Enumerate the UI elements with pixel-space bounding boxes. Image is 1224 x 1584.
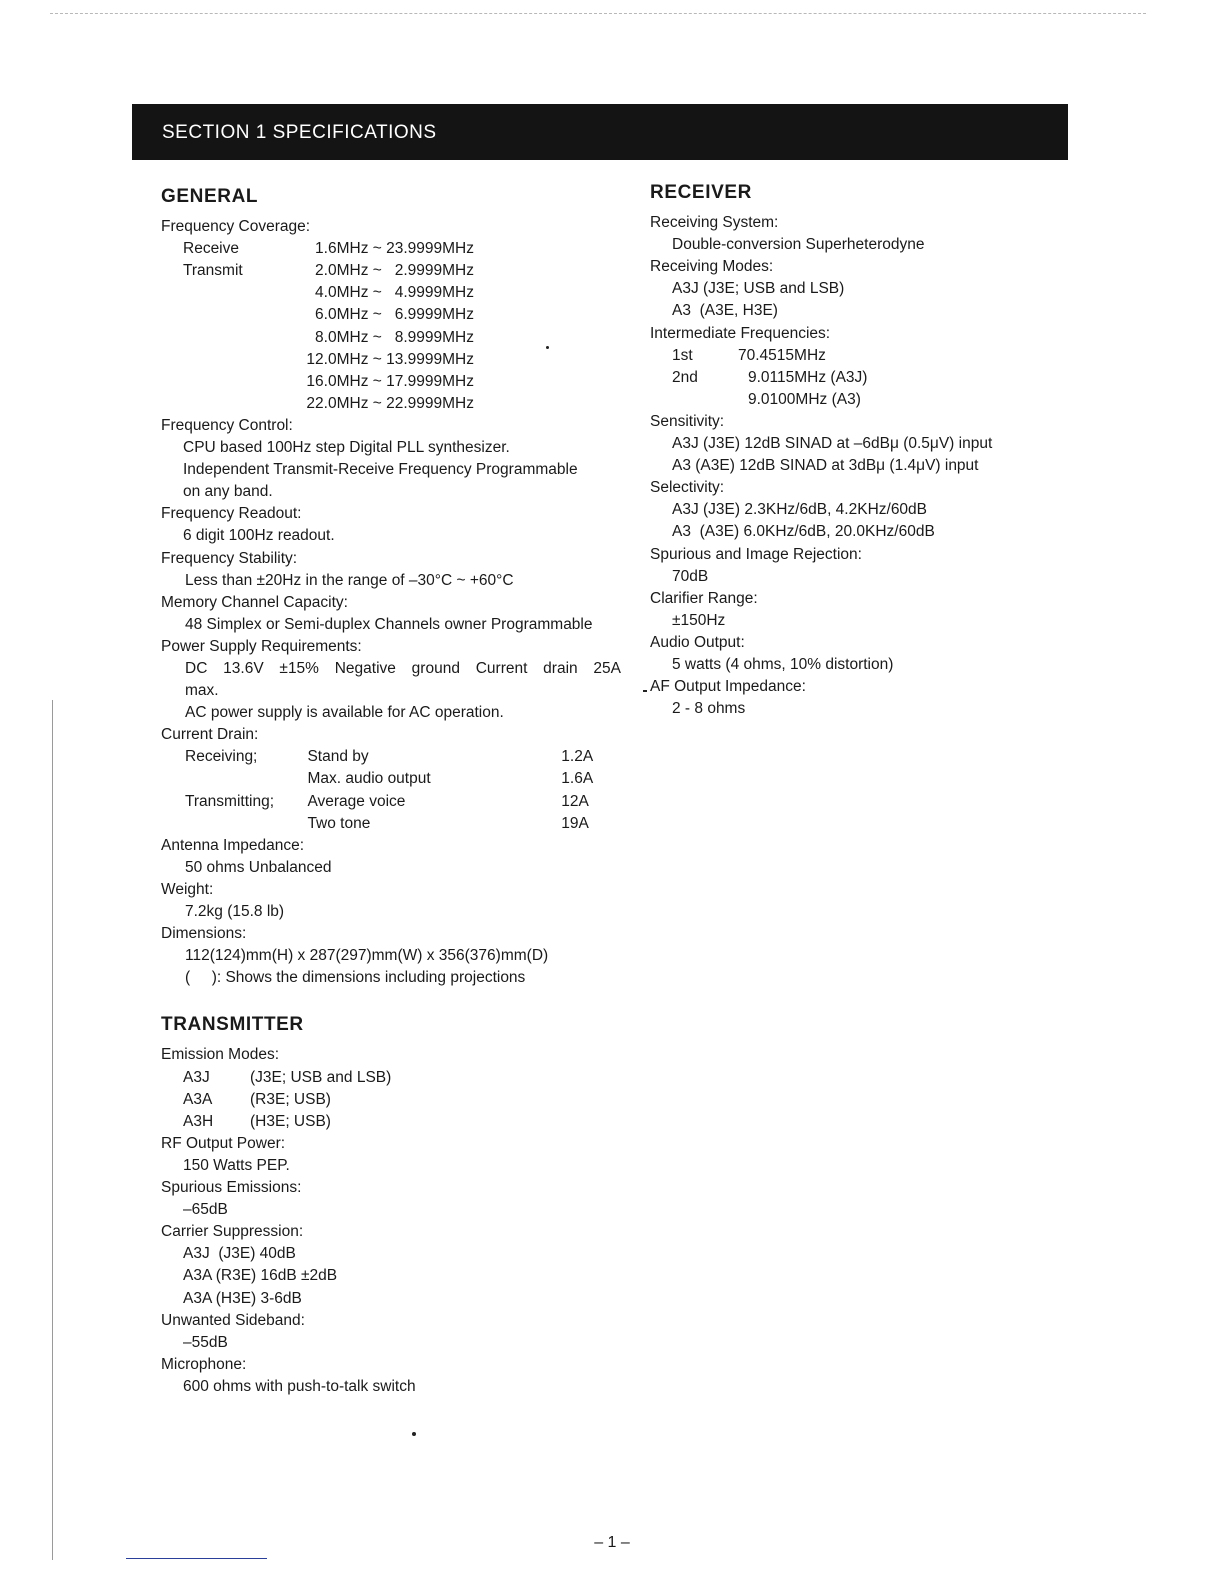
transmit-range: 6.0MHz ~ 6.9999MHz (315, 306, 474, 324)
footer-rule (126, 1558, 267, 1559)
transmitter-heading: TRANSMITTER (161, 1014, 304, 1036)
emission-row (161, 1089, 621, 1111)
transmit-range: 2.0MHz ~ 2.9999MHz (315, 262, 474, 280)
weight-label: Weight: (161, 880, 214, 898)
transmit-range: 12.0MHz ~ 13.9999MHz (306, 350, 474, 368)
cd-mode (185, 768, 307, 790)
cd-value: 19A (561, 814, 589, 832)
receive-row (161, 238, 621, 260)
current-drain-label: Current Drain: (161, 726, 259, 744)
scan-speck (643, 690, 647, 692)
audio-value: 5 watts (4 ohms, 10% distortion) (672, 655, 894, 673)
transmit-row (161, 282, 621, 304)
scan-speck (412, 1432, 416, 1436)
carrier-value: A3A (H3E) 3-6dB (183, 1289, 302, 1307)
memory-label: Memory Channel Capacity: (161, 593, 348, 611)
current-drain-row (161, 768, 621, 790)
spurious-image-label: Spurious and Image Rejection: (650, 545, 862, 563)
if-value: 9.0115MHz (A3J) (748, 368, 868, 386)
if-label: Intermediate Frequencies: (650, 324, 831, 342)
microphone-value: 600 ohms with push-to-talk switch (183, 1377, 416, 1395)
freq-coverage-label: Frequency Coverage: (161, 218, 311, 236)
if-value: 9.0100MHz (A3) (748, 390, 861, 408)
emission-code: A3J (183, 1068, 210, 1086)
audio-label: Audio Output: (650, 633, 745, 651)
selectivity-value: A3J (J3E) 2.3KHz/6dB, 4.2KHz/60dB (672, 501, 928, 519)
freq-control-line: on any band. (183, 483, 273, 501)
cd-condition: Two tone (307, 814, 371, 832)
cd-mode: Receiving; (185, 748, 258, 766)
if-row (650, 367, 1050, 389)
freq-control-label: Frequency Control: (161, 416, 293, 434)
transmitter-section (161, 1014, 621, 1398)
rx-mode-value: A3 (A3E, H3E) (672, 302, 778, 320)
if-key: 2nd (672, 368, 698, 386)
rx-mode-value: A3J (J3E; USB and LSB) (672, 280, 845, 298)
transmit-row (161, 349, 621, 371)
emission-code: A3H (183, 1112, 214, 1130)
transmit-label: Transmit (183, 262, 243, 280)
rf-output-label: RF Output Power: (161, 1134, 286, 1152)
receiver-heading: RECEIVER (650, 182, 752, 203)
unwanted-label: Unwanted Sideband: (161, 1311, 305, 1329)
current-drain-row (161, 813, 621, 835)
transmit-row (161, 304, 621, 326)
rx-modes-label: Receiving Modes: (650, 258, 774, 276)
dimensions-note: ( ): Shows the dimensions including projections (185, 969, 526, 987)
emission-row (161, 1067, 621, 1089)
current-drain-row (161, 746, 621, 768)
transmit-row (161, 393, 621, 415)
rf-output-value: 150 Watts PEP. (183, 1156, 290, 1174)
emission-desc: (J3E; USB and LSB) (250, 1068, 392, 1086)
power-line: AC power supply is available for AC operation. (185, 704, 504, 722)
transmit-range: 22.0MHz ~ 22.9999MHz (306, 394, 474, 412)
left-column (161, 186, 621, 1398)
freq-control-line: Independent Transmit-Receive Frequency Programmable (183, 461, 578, 479)
cd-condition: Max. audio output (307, 770, 431, 788)
dimensions-value: 112(124)mm(H) x 287(297)mm(W) x 356(376)mm(D) (185, 947, 549, 965)
emission-code: A3A (183, 1090, 213, 1108)
antenna-label: Antenna Impedance: (161, 836, 305, 854)
sensitivity-label: Sensitivity: (650, 412, 725, 430)
power-line: max. (185, 682, 219, 700)
spurious-image-value: 70dB (672, 567, 709, 585)
af-imp-label: AF Output Impedance: (650, 678, 806, 696)
transmit-range: 16.0MHz ~ 17.9999MHz (306, 372, 474, 390)
clarifier-value: ±150Hz (672, 611, 726, 629)
memory-value: 48 Simplex or Semi-duplex Channels owner Programmable (185, 615, 593, 633)
right-column (650, 182, 1050, 720)
af-imp-value: 2 - 8 ohms (672, 700, 746, 718)
spurious-label: Spurious Emissions: (161, 1179, 302, 1197)
power-line: DC 13.6V ±15% Negative ground Current drain 25A (185, 659, 621, 677)
current-drain-row (161, 791, 621, 813)
scan-speck (546, 346, 549, 349)
transmit-range: 4.0MHz ~ 4.9999MHz (315, 284, 474, 302)
freq-control-line: CPU based 100Hz step Digital PLL synthesizer. (183, 439, 510, 457)
cd-value: 1.6A (561, 770, 594, 788)
cd-mode (185, 813, 307, 835)
cd-mode: Transmitting; (185, 792, 275, 810)
selectivity-value: A3 (A3E) 6.0KHz/6dB, 20.0KHz/60dB (672, 523, 935, 541)
rx-system-value: Double-conversion Superheterodyne (672, 236, 925, 254)
page-number: – 1 – (594, 1534, 630, 1551)
receive-range: 1.6MHz ~ 23.9999MHz (315, 240, 474, 258)
emission-desc: (R3E; USB) (250, 1090, 331, 1108)
sensitivity-value: A3J (J3E) 12dB SINAD at –6dBμ (0.5μV) input (672, 435, 993, 453)
if-row (650, 345, 1050, 367)
emission-row (161, 1111, 621, 1133)
cd-value: 12A (561, 792, 589, 810)
emission-desc: (H3E; USB) (250, 1112, 331, 1130)
if-row (650, 389, 1050, 411)
dimensions-label: Dimensions: (161, 925, 247, 943)
freq-stability-label: Frequency Stability: (161, 549, 298, 567)
power-label: Power Supply Requirements: (161, 637, 362, 655)
transmit-row (161, 260, 621, 282)
if-key: 1st (672, 346, 693, 364)
transmit-range: 8.0MHz ~ 8.9999MHz (315, 328, 474, 346)
cd-condition: Stand by (307, 748, 369, 766)
carrier-value: A3A (R3E) 16dB ±2dB (183, 1267, 338, 1285)
microphone-label: Microphone: (161, 1355, 247, 1373)
freq-readout-value: 6 digit 100Hz readout. (183, 527, 335, 545)
freq-readout-label: Frequency Readout: (161, 505, 302, 523)
spurious-value: –65dB (183, 1201, 228, 1219)
if-key (672, 389, 748, 411)
receive-label: Receive (183, 240, 239, 258)
section-banner: SECTION 1 SPECIFICATIONS (132, 104, 1068, 160)
general-heading: GENERAL (161, 186, 259, 207)
freq-stability-value: Less than ±20Hz in the range of –30°C ~ +60°C (185, 571, 514, 589)
rx-system-label: Receiving System: (650, 214, 779, 232)
clarifier-label: Clarifier Range: (650, 589, 758, 607)
selectivity-label: Selectivity: (650, 479, 725, 497)
emission-label: Emission Modes: (161, 1046, 280, 1064)
carrier-value: A3J (J3E) 40dB (183, 1245, 296, 1263)
cd-condition: Average voice (307, 792, 406, 810)
cd-value: 1.2A (561, 748, 594, 766)
transmit-row (161, 371, 621, 393)
weight-value: 7.2kg (15.8 lb) (185, 903, 285, 920)
scan-left-edge (52, 700, 53, 1560)
scan-top-edge (50, 13, 1146, 14)
antenna-value: 50 ohms Unbalanced (185, 858, 332, 876)
if-value: 70.4515MHz (738, 346, 826, 364)
sensitivity-value: A3 (A3E) 12dB SINAD at 3dBμ (1.4μV) input (672, 457, 979, 475)
unwanted-value: –55dB (183, 1333, 228, 1351)
transmit-row (161, 327, 621, 349)
carrier-label: Carrier Suppression: (161, 1223, 304, 1241)
